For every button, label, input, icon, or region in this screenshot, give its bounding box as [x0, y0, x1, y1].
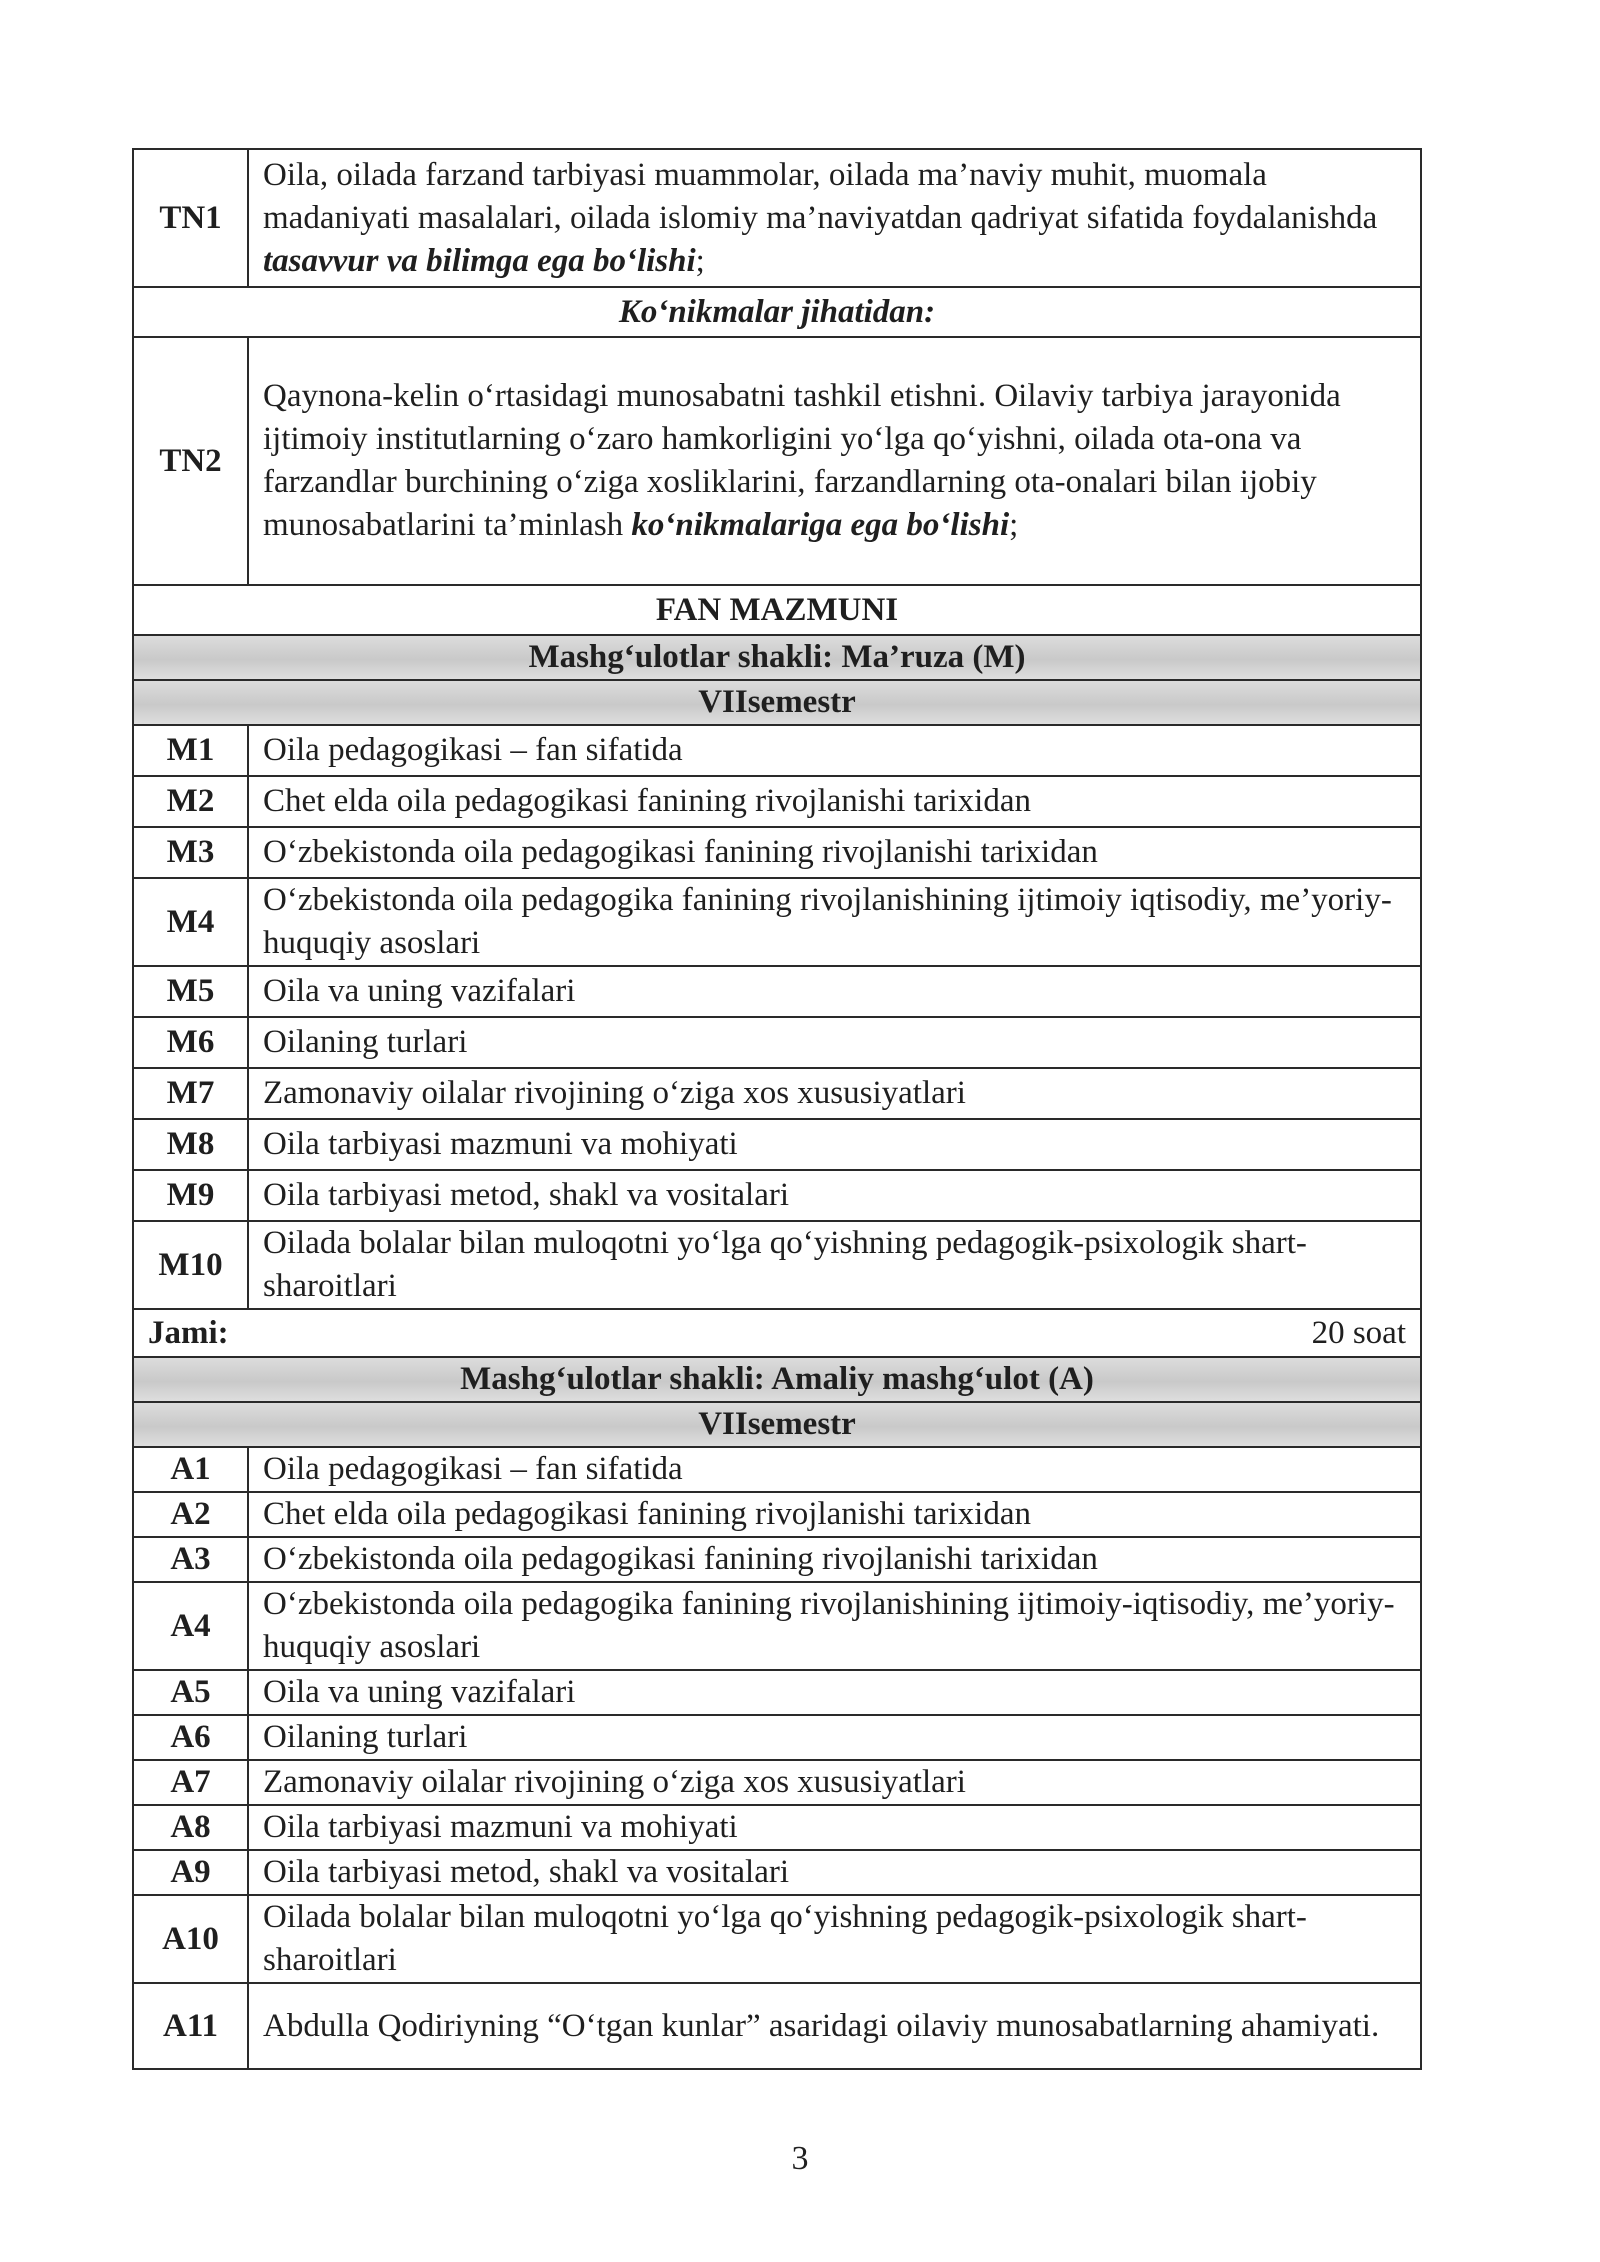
total-hours: 20 soat — [248, 1309, 1421, 1357]
practical-row — [133, 1760, 1421, 1805]
practical-code: A2 — [133, 1492, 248, 1537]
lecture-total-row — [133, 1309, 1421, 1357]
lecture-code: M4 — [133, 878, 248, 966]
lecture-row — [133, 966, 1421, 1017]
practical-row — [133, 1850, 1421, 1895]
practical-row — [133, 1983, 1421, 2069]
practical-row — [133, 1895, 1421, 1983]
practical-topic: Chet elda oila pedagogikasi fanining rivojlanishi tarixidan — [248, 1492, 1421, 1537]
outcome-tail: ; — [695, 242, 705, 279]
outcome-emphasis: ko‘nikmalariga ega bo‘lishi — [631, 507, 1010, 543]
content-title-row — [133, 585, 1421, 635]
syllabus-table — [132, 148, 1422, 2070]
lecture-code: M9 — [133, 1170, 248, 1221]
practical-row — [133, 1805, 1421, 1850]
lecture-code: M2 — [133, 776, 248, 827]
lecture-row — [133, 827, 1421, 878]
lecture-topic: Oilada bolalar bilan muloqotni yo‘lga qo‘yishning pedagogik-psixologik shart-sharoitlari — [248, 1221, 1421, 1309]
practical-code: A9 — [133, 1850, 248, 1895]
skills-heading-row — [133, 287, 1421, 337]
lecture-code: M1 — [133, 725, 248, 776]
lecture-semester-row — [133, 680, 1421, 725]
practical-row — [133, 1492, 1421, 1537]
lecture-code: M7 — [133, 1068, 248, 1119]
lecture-topic: Oilaning turlari — [248, 1017, 1421, 1068]
outcome-code: TN2 — [133, 337, 248, 585]
total-label: Jami: — [133, 1309, 248, 1357]
practical-row — [133, 1670, 1421, 1715]
content-title: FAN MAZMUNI — [133, 585, 1421, 635]
lecture-topic: O‘zbekistonda oila pedagogika fanining rivojlanishining ijtimoiy iqtisodiy, me’yoriy-huquqiy asoslari — [248, 878, 1421, 966]
lecture-topic: O‘zbekistonda oila pedagogikasi fanining rivojlanishi tarixidan — [248, 827, 1421, 878]
practical-topic: O‘zbekistonda oila pedagogikasi fanining rivojlanishi tarixidan — [248, 1537, 1421, 1582]
lecture-row — [133, 776, 1421, 827]
lecture-code: M3 — [133, 827, 248, 878]
practical-topic: Oila tarbiyasi mazmuni va mohiyati — [248, 1805, 1421, 1850]
outcome-text — [248, 149, 1421, 287]
lecture-topic: Oila tarbiyasi metod, shakl va vositalari — [248, 1170, 1421, 1221]
lecture-row — [133, 1017, 1421, 1068]
lecture-topic: Oila tarbiyasi mazmuni va mohiyati — [248, 1119, 1421, 1170]
practical-code: A5 — [133, 1670, 248, 1715]
lecture-row — [133, 878, 1421, 966]
practical-topic: Oila va uning vazifalari — [248, 1670, 1421, 1715]
lecture-form-row — [133, 635, 1421, 680]
lecture-form-heading: Mashg‘ulotlar shakli: Ma’ruza (M) — [133, 635, 1421, 680]
lecture-topic: Oila pedagogikasi – fan sifatida — [248, 725, 1421, 776]
page-number: 3 — [791, 2140, 809, 2177]
practical-code: A1 — [133, 1447, 248, 1492]
practical-code: A10 — [133, 1895, 248, 1983]
lecture-row — [133, 1119, 1421, 1170]
practical-topic: Oilaning turlari — [248, 1715, 1421, 1760]
practical-topic: Zamonaviy oilalar rivojining o‘ziga xos xususiyatlari — [248, 1760, 1421, 1805]
practical-code: A6 — [133, 1715, 248, 1760]
practical-semester-row — [133, 1402, 1421, 1447]
outcome-body: Qaynona-kelin o‘rtasidagi munosabatni tashkil etishni. Oilaviy tarbiya jarayonida ijtimoiy institutlarning o‘zaro hamkorligini yo‘lga qo‘yishni, oilada ota-ona va farzandlar burchining o‘ziga xosliklarini, farzandlarning ota-onalari bilan ijobiy munosabatlarini ta’minlash — [263, 378, 1341, 543]
practical-code: A7 — [133, 1760, 248, 1805]
lecture-row — [133, 1170, 1421, 1221]
practical-code: A4 — [133, 1582, 248, 1670]
practical-code: A8 — [133, 1805, 248, 1850]
practical-topic: Abdulla Qodiriyning “O‘tgan kunlar” asaridagi oilaviy munosabatlarning ahamiyati. — [248, 1983, 1421, 2069]
skills-heading: Ko‘nikmalar jihatidan: — [133, 287, 1421, 337]
outcome-row-tn2 — [133, 337, 1421, 585]
lecture-row — [133, 1221, 1421, 1309]
practical-form-row — [133, 1357, 1421, 1402]
practical-topic: Oilada bolalar bilan muloqotni yo‘lga qo‘yishning pedagogik-psixologik shart-sharoitlari — [248, 1895, 1421, 1983]
lecture-semester-heading: VIIsemestr — [133, 680, 1421, 725]
outcome-emphasis: tasavvur va bilimga ega bo‘lishi — [263, 242, 696, 279]
outcome-row-tn1 — [133, 149, 1421, 287]
lecture-row — [133, 1068, 1421, 1119]
practical-topic: O‘zbekistonda oila pedagogika fanining rivojlanishining ijtimoiy-iqtisodiy, me’yoriy-huquqiy asoslari — [248, 1582, 1421, 1670]
lecture-row — [133, 725, 1421, 776]
lecture-code: M10 — [133, 1221, 248, 1309]
practical-code: A11 — [133, 1983, 248, 2069]
outcome-tail: ; — [1009, 507, 1019, 543]
lecture-topic: Oila va uning vazifalari — [248, 966, 1421, 1017]
lecture-topic: Zamonaviy oilalar rivojining o‘ziga xos xususiyatlari — [248, 1068, 1421, 1119]
practical-row — [133, 1537, 1421, 1582]
practical-semester-heading: VIIsemestr — [133, 1402, 1421, 1447]
lecture-code: M5 — [133, 966, 248, 1017]
lecture-code: M6 — [133, 1017, 248, 1068]
practical-topic: Oila pedagogikasi – fan sifatida — [248, 1447, 1421, 1492]
practical-form-heading: Mashg‘ulotlar shakli: Amaliy mashg‘ulot (A) — [133, 1357, 1421, 1402]
outcome-code: TN1 — [133, 149, 248, 287]
lecture-code: M8 — [133, 1119, 248, 1170]
practical-row — [133, 1447, 1421, 1492]
lecture-topic: Chet elda oila pedagogikasi fanining rivojlanishi tarixidan — [248, 776, 1421, 827]
outcome-text — [248, 337, 1421, 585]
practical-row — [133, 1582, 1421, 1670]
practical-topic: Oila tarbiyasi metod, shakl va vositalari — [248, 1850, 1421, 1895]
outcome-body: Oila, oilada farzand tarbiyasi muammolar, oilada ma’naviy muhit, muomala madaniyati masalalari, oilada islomiy ma’naviyatdan qadriyat sifatida foydalanishda — [263, 156, 1378, 236]
practical-row — [133, 1715, 1421, 1760]
practical-code: A3 — [133, 1537, 248, 1582]
